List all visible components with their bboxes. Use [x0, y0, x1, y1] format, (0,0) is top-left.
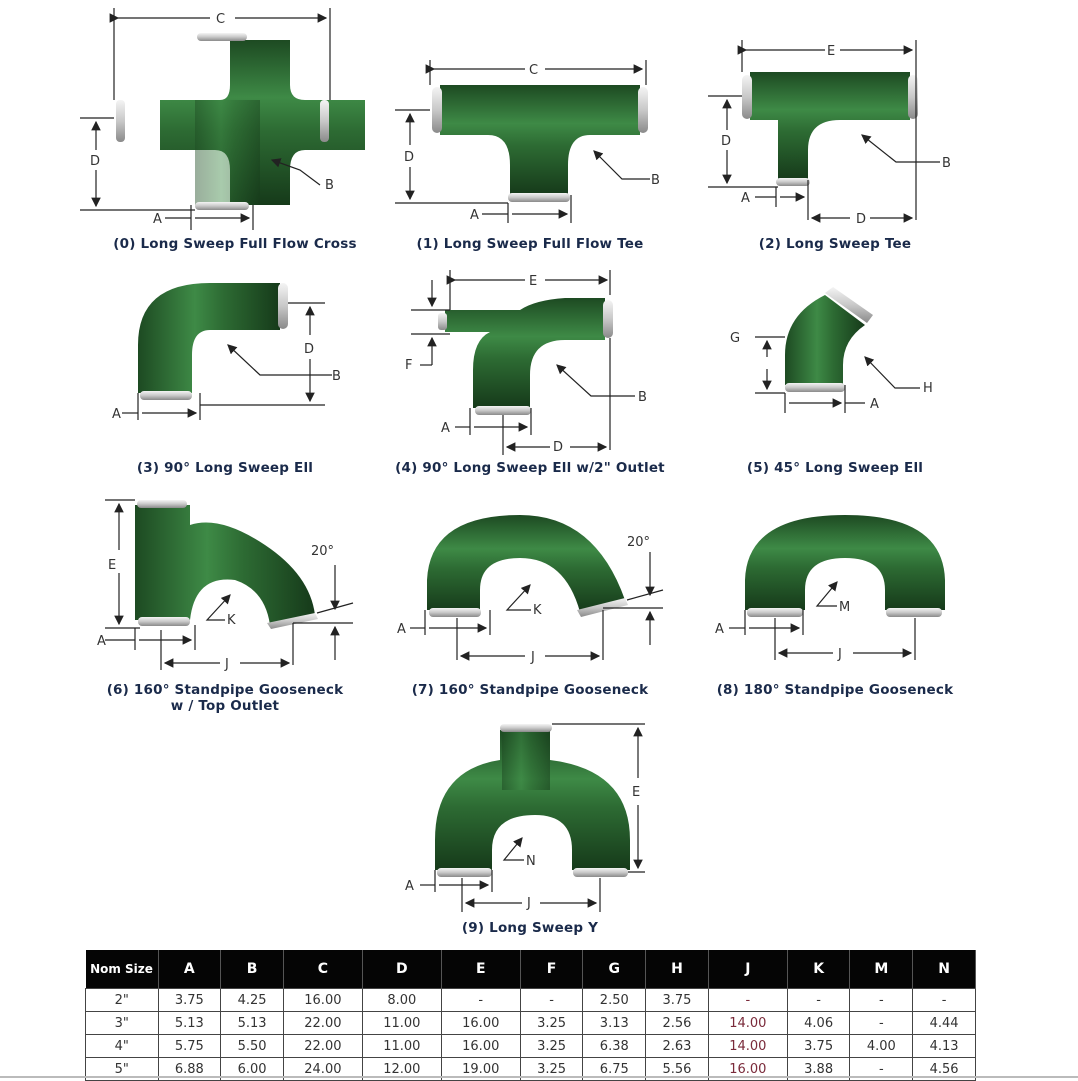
svg-text:E: E — [632, 785, 641, 800]
cell: 3.88 — [787, 1058, 850, 1081]
table-header-row — [86, 950, 976, 989]
cell: 5.56 — [646, 1058, 709, 1081]
svg-text:A: A — [715, 622, 724, 637]
cell: 19.00 — [441, 1058, 520, 1081]
svg-text:E: E — [529, 274, 538, 289]
svg-text:K: K — [533, 603, 542, 618]
svg-text:A: A — [112, 407, 121, 422]
cell: 4.44 — [913, 1012, 976, 1035]
cell: 3.75 — [787, 1035, 850, 1058]
caption-figure-7: (7) 160° Standpipe Gooseneck — [411, 682, 649, 698]
cell: - — [441, 989, 520, 1012]
figure-160-gooseneck — [395, 510, 675, 670]
cell: 4.06 — [787, 1012, 850, 1035]
svg-text:20°: 20° — [627, 535, 651, 550]
table-row — [86, 1035, 976, 1058]
svg-text:M: M — [839, 600, 851, 615]
svg-text:D: D — [553, 440, 564, 455]
caption-figure-4: (4) 90° Long Sweep Ell w/2" Outlet — [395, 460, 665, 476]
svg-text:B: B — [332, 369, 341, 384]
header-j: J — [708, 950, 787, 989]
svg-text:A: A — [870, 397, 879, 412]
cell: 22.00 — [283, 1035, 362, 1058]
caption-figure-8: (8) 180° Standpipe Gooseneck — [716, 682, 954, 698]
svg-text:A: A — [741, 191, 750, 206]
caption-figure-6-line2: w / Top Outlet — [170, 698, 280, 714]
svg-text:K: K — [227, 613, 236, 628]
svg-text:A: A — [397, 622, 406, 637]
cell: 4.13 — [913, 1035, 976, 1058]
cell: 22.00 — [283, 1012, 362, 1035]
cell: 5.50 — [221, 1035, 284, 1058]
svg-text:J: J — [838, 647, 842, 662]
figure-90-ell-outlet — [395, 270, 675, 460]
figure-long-sweep-y — [400, 720, 680, 915]
cell: 16.00 — [441, 1012, 520, 1035]
svg-text:B: B — [942, 156, 951, 171]
svg-text:C: C — [216, 12, 226, 27]
header-c: C — [283, 950, 362, 989]
svg-text:C: C — [529, 63, 539, 78]
svg-text:A: A — [153, 212, 162, 227]
figure-full-flow-tee — [390, 55, 680, 235]
cell: 11.00 — [362, 1035, 441, 1058]
cell: 12.00 — [362, 1058, 441, 1081]
figure-45-ell — [725, 285, 945, 425]
cell: 8.00 — [362, 989, 441, 1012]
svg-text:D: D — [856, 212, 867, 227]
svg-text:20°: 20° — [311, 544, 335, 559]
figure-long-sweep-tee — [700, 35, 960, 235]
cell: 3.25 — [520, 1012, 583, 1035]
cell: 11.00 — [362, 1012, 441, 1035]
caption-figure-0: (0) Long Sweep Full Flow Cross — [113, 236, 357, 252]
cell: - — [850, 1012, 913, 1035]
cell: 16.00 — [708, 1058, 787, 1081]
cell: 2.63 — [646, 1035, 709, 1058]
cell: 4.00 — [850, 1035, 913, 1058]
svg-text:A: A — [405, 879, 414, 894]
svg-text:J: J — [527, 896, 531, 911]
svg-text:F: F — [405, 358, 413, 373]
svg-text:A: A — [470, 208, 479, 223]
svg-text:N: N — [526, 854, 536, 869]
svg-text:E: E — [108, 558, 117, 573]
header-e: E — [441, 950, 520, 989]
svg-text:A: A — [97, 634, 106, 649]
header-a: A — [158, 950, 221, 989]
cell: 2" — [86, 989, 159, 1012]
svg-text:G: G — [730, 331, 741, 346]
figure-90-ell — [110, 275, 350, 435]
caption-figure-5: (5) 45° Long Sweep Ell — [746, 460, 924, 476]
header-m: M — [850, 950, 913, 989]
cell: 6.38 — [583, 1035, 646, 1058]
caption-figure-1: (1) Long Sweep Full Flow Tee — [416, 236, 644, 252]
header-g: G — [583, 950, 646, 989]
header-k: K — [787, 950, 850, 989]
cell: - — [787, 989, 850, 1012]
cell: 6.88 — [158, 1058, 221, 1081]
cell: 14.00 — [708, 1035, 787, 1058]
cell: - — [708, 989, 787, 1012]
dimensions-table — [85, 950, 976, 1081]
svg-text:D: D — [721, 134, 732, 149]
cell: 5" — [86, 1058, 159, 1081]
cell: 6.75 — [583, 1058, 646, 1081]
svg-text:B: B — [638, 390, 647, 405]
svg-text:D: D — [90, 154, 101, 169]
cell: - — [520, 989, 583, 1012]
header-d: D — [362, 950, 441, 989]
cell: 16.00 — [283, 989, 362, 1012]
cell: - — [850, 989, 913, 1012]
svg-text:H: H — [923, 381, 933, 396]
cell: 2.56 — [646, 1012, 709, 1035]
cell: 3.75 — [646, 989, 709, 1012]
figure-180-gooseneck — [705, 510, 965, 670]
cell: 3.25 — [520, 1035, 583, 1058]
svg-text:B: B — [325, 178, 334, 193]
cell: 14.00 — [708, 1012, 787, 1035]
cell: 5.13 — [221, 1012, 284, 1035]
header-nom-size: Nom Size — [86, 950, 159, 989]
bottom-divider — [0, 1076, 1078, 1078]
svg-text:J: J — [531, 650, 535, 665]
cell: 3.13 — [583, 1012, 646, 1035]
caption-figure-3: (3) 90° Long Sweep Ell — [136, 460, 314, 476]
cell: 3.75 — [158, 989, 221, 1012]
cell: 3.25 — [520, 1058, 583, 1081]
figure-160-gooseneck-top-outlet — [95, 495, 365, 675]
caption-figure-2: (2) Long Sweep Tee — [758, 236, 912, 252]
cell: 5.75 — [158, 1035, 221, 1058]
header-b: B — [221, 950, 284, 989]
header-f: F — [520, 950, 583, 989]
svg-text:D: D — [404, 150, 415, 165]
cell: 2.50 — [583, 989, 646, 1012]
cell: 24.00 — [283, 1058, 362, 1081]
cell: 4" — [86, 1035, 159, 1058]
caption-figure-6-line1: (6) 160° Standpipe Gooseneck — [106, 682, 344, 698]
svg-text:J: J — [225, 657, 229, 672]
svg-text:E: E — [827, 44, 836, 59]
svg-text:A: A — [441, 421, 450, 436]
figure-cross — [80, 0, 380, 240]
svg-text:D: D — [304, 342, 315, 357]
cell: 4.25 — [221, 989, 284, 1012]
cell: 6.00 — [221, 1058, 284, 1081]
table-row — [86, 1012, 976, 1035]
caption-figure-6 — [95, 682, 355, 714]
cell: - — [913, 989, 976, 1012]
cell: 4.56 — [913, 1058, 976, 1081]
cell: - — [850, 1058, 913, 1081]
cell: 16.00 — [441, 1035, 520, 1058]
header-n: N — [913, 950, 976, 989]
cell: 3" — [86, 1012, 159, 1035]
table-row — [86, 989, 976, 1012]
header-h: H — [646, 950, 709, 989]
svg-text:B: B — [651, 173, 660, 188]
cell: 5.13 — [158, 1012, 221, 1035]
caption-figure-9: (9) Long Sweep Y — [461, 920, 599, 936]
